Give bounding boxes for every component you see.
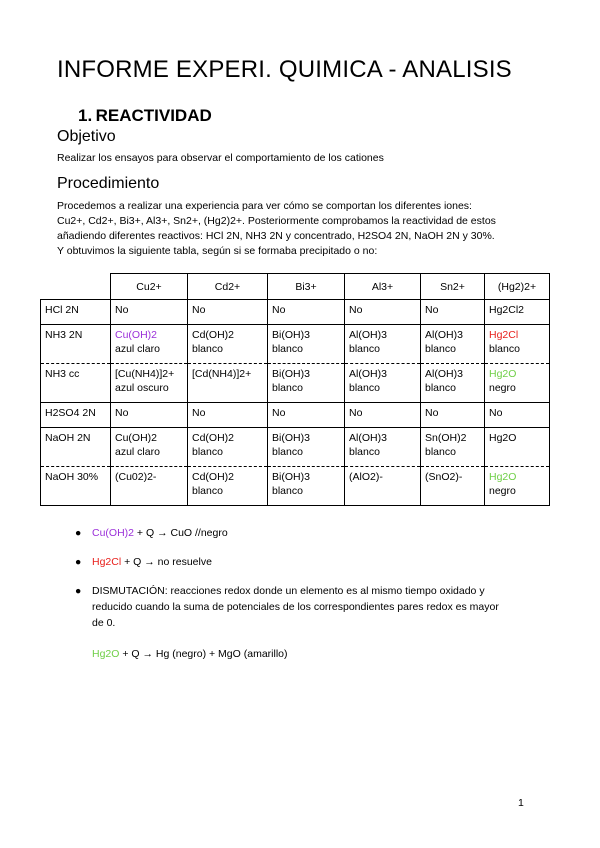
table-cell: [485, 300, 550, 325]
table-header-cell: Cu2+: [111, 274, 188, 300]
cell-line: blanco: [349, 343, 380, 355]
table-cell: [485, 467, 550, 506]
compound-label: Hg2O: [92, 648, 120, 660]
table-cell: [268, 300, 345, 325]
dismutacion-line: de 0.: [92, 617, 116, 629]
reagent-cell: NaOH 2N: [41, 428, 111, 467]
procedimiento-heading: Procedimiento: [57, 175, 160, 192]
table-cell: [485, 325, 550, 364]
procedimiento-line: añadiendo diferentes reactivos: HCl 2N, NH3 2N y concentrado, H2SO4 2N, NaOH 2N y 30%.: [57, 230, 495, 242]
table-cell: [111, 364, 188, 403]
table-corner-cell: [41, 274, 111, 300]
table-cell: [485, 403, 550, 428]
table-cell: [188, 325, 268, 364]
cell-line: Cu(OH)2: [115, 329, 158, 341]
reagent-cell: H2SO4 2N: [41, 403, 111, 428]
list-item: [57, 554, 527, 570]
table-header-cell: (Hg2)2+: [485, 274, 550, 300]
table-cell: [268, 467, 345, 506]
cell-line: blanco: [272, 382, 303, 394]
table-cell: [421, 428, 485, 467]
dismutacion-line: DISMUTACIÓN: reacciones redox donde un elemento es al mismo tiempo oxidado y: [92, 585, 485, 597]
cell-line: negro: [489, 485, 516, 497]
cell-line: blanco: [272, 343, 303, 355]
table-row: [41, 467, 550, 506]
cell-line: Cd(OH)2: [192, 432, 235, 444]
cell-line: blanco: [192, 446, 223, 458]
cell-line: No: [425, 304, 439, 316]
table-cell: [345, 467, 421, 506]
table-cell: [111, 325, 188, 364]
table-cell: [421, 300, 485, 325]
table-cell: [188, 428, 268, 467]
table-cell: [111, 403, 188, 428]
cell-line: No: [489, 407, 503, 419]
equation-text: + Q → Hg (negro) + MgO (amarillo): [119, 648, 288, 660]
table-cell: [111, 300, 188, 325]
procedimiento-line: Y obtuvimos la siguiente tabla, según si se formaba precipitado o no:: [57, 245, 378, 257]
table-cell: [345, 300, 421, 325]
table-cell: [345, 403, 421, 428]
cell-line: blanco: [425, 382, 456, 394]
cell-line: Cd(OH)2: [192, 329, 235, 341]
reagent-cell: NH3 2N: [41, 325, 111, 364]
cell-line: azul claro: [115, 446, 160, 458]
equation-text: + Q → CuO //negro: [134, 527, 228, 539]
cell-line: No: [115, 304, 129, 316]
objetivo-heading: Objetivo: [57, 128, 116, 145]
table-cell: [485, 428, 550, 467]
table-header-cell: Cd2+: [188, 274, 268, 300]
list-item: [57, 583, 527, 631]
table-cell: [421, 325, 485, 364]
procedimiento-line: Procedemos a realizar una experiencia para ver cómo se comportan los diferentes iones:: [57, 200, 472, 212]
cell-line: Sn(OH)2: [425, 432, 467, 444]
cell-line: Bi(OH)3: [272, 471, 310, 483]
reagent-cell: HCl 2N: [41, 300, 111, 325]
bullet-icon: ●: [75, 556, 82, 568]
table-cell: [268, 325, 345, 364]
dismutacion-line: reducido cuando la suma de potenciales de los correspondientes pares redox es mayor: [92, 601, 499, 613]
cell-line: No: [192, 407, 206, 419]
compound-label: Cu(OH)2: [92, 527, 135, 539]
compound-label: Hg2Cl: [92, 556, 122, 568]
cell-line: blanco: [272, 446, 303, 458]
table-cell: [485, 364, 550, 403]
cell-line: Hg2O: [489, 471, 517, 483]
cell-line: blanco: [425, 343, 456, 355]
cell-line: [Cd(NH4)]2+: [192, 368, 252, 380]
cell-line: Al(OH)3: [425, 329, 463, 341]
cell-line: (Cu02)2-: [115, 471, 157, 483]
table-cell: [111, 428, 188, 467]
cell-line: blanco: [349, 382, 380, 394]
cell-line: Hg2O: [489, 368, 517, 380]
table-cell: [188, 467, 268, 506]
cell-line: blanco: [349, 446, 380, 458]
table-cell: [421, 403, 485, 428]
cell-line: blanco: [489, 343, 520, 355]
table-cell: [421, 467, 485, 506]
cell-line: Bi(OH)3: [272, 432, 310, 444]
cell-line: No: [425, 407, 439, 419]
table-row: [41, 403, 550, 428]
cell-line: (AlO2)-: [349, 471, 383, 483]
reactivity-table: [40, 273, 550, 506]
cell-line: No: [349, 407, 363, 419]
cell-line: No: [272, 304, 286, 316]
table-cell: [188, 403, 268, 428]
cell-line: Cu(OH)2: [115, 432, 158, 444]
bullet-icon: ●: [75, 585, 82, 597]
cell-line: No: [272, 407, 286, 419]
table-row: [41, 325, 550, 364]
cell-line: Al(OH)3: [349, 368, 387, 380]
cell-line: Al(OH)3: [425, 368, 463, 380]
cell-line: No: [349, 304, 363, 316]
table-header-cell: Sn2+: [421, 274, 485, 300]
table-cell: [268, 428, 345, 467]
table-cell: [268, 364, 345, 403]
cell-line: azul claro: [115, 343, 160, 355]
objetivo-text: Realizar los ensayos para observar el comportamiento de los cationes: [57, 152, 384, 164]
table-header-cell: Bi3+: [268, 274, 345, 300]
cell-line: Cd(OH)2: [192, 471, 235, 483]
table-cell: [188, 364, 268, 403]
cell-line: blanco: [425, 446, 456, 458]
hg2o-equation: [92, 646, 287, 662]
notes-list: [57, 525, 527, 644]
cell-line: Al(OH)3: [349, 329, 387, 341]
table-header-cell: Al3+: [345, 274, 421, 300]
table-row: [41, 300, 550, 325]
cell-line: No: [192, 304, 206, 316]
table-cell: [345, 325, 421, 364]
cell-line: Hg2Cl2: [489, 304, 525, 316]
bullet-icon: ●: [75, 527, 82, 539]
table-header-row: [41, 274, 550, 300]
table-row: [41, 364, 550, 403]
table-cell: [345, 364, 421, 403]
table-cell: [345, 428, 421, 467]
cell-line: azul oscuro: [115, 382, 169, 394]
cell-line: blanco: [192, 485, 223, 497]
procedimiento-line: Cu2+, Cd2+, Bi3+, Al3+, Sn2+, (Hg2)2+. Posteriormente comprobamos la reactividad de estos: [57, 215, 496, 227]
equation-text: + Q → no resuelve: [121, 556, 212, 568]
cell-line: [Cu(NH4)]2+: [115, 368, 175, 380]
cell-line: blanco: [272, 485, 303, 497]
table-cell: [421, 364, 485, 403]
table-cell: [188, 300, 268, 325]
reagent-cell: NH3 cc: [41, 364, 111, 403]
section-heading: 1. REACTIVIDAD: [78, 106, 212, 125]
cell-line: Bi(OH)3: [272, 368, 310, 380]
document-title: INFORME EXPERI. QUIMICA - ANALISIS: [57, 56, 512, 83]
cell-line: blanco: [192, 343, 223, 355]
cell-line: Hg2O: [489, 432, 517, 444]
page-number: 1: [518, 797, 524, 809]
table-cell: [111, 467, 188, 506]
cell-line: Hg2Cl: [489, 329, 519, 341]
list-item: [57, 525, 527, 541]
cell-line: Al(OH)3: [349, 432, 387, 444]
cell-line: (SnO2)-: [425, 471, 463, 483]
table-cell: [268, 403, 345, 428]
reagent-cell: NaOH 30%: [41, 467, 111, 506]
procedimiento-text: [57, 199, 547, 259]
cell-line: No: [115, 407, 129, 419]
table-row: [41, 428, 550, 467]
cell-line: negro: [489, 382, 516, 394]
cell-line: Bi(OH)3: [272, 329, 310, 341]
